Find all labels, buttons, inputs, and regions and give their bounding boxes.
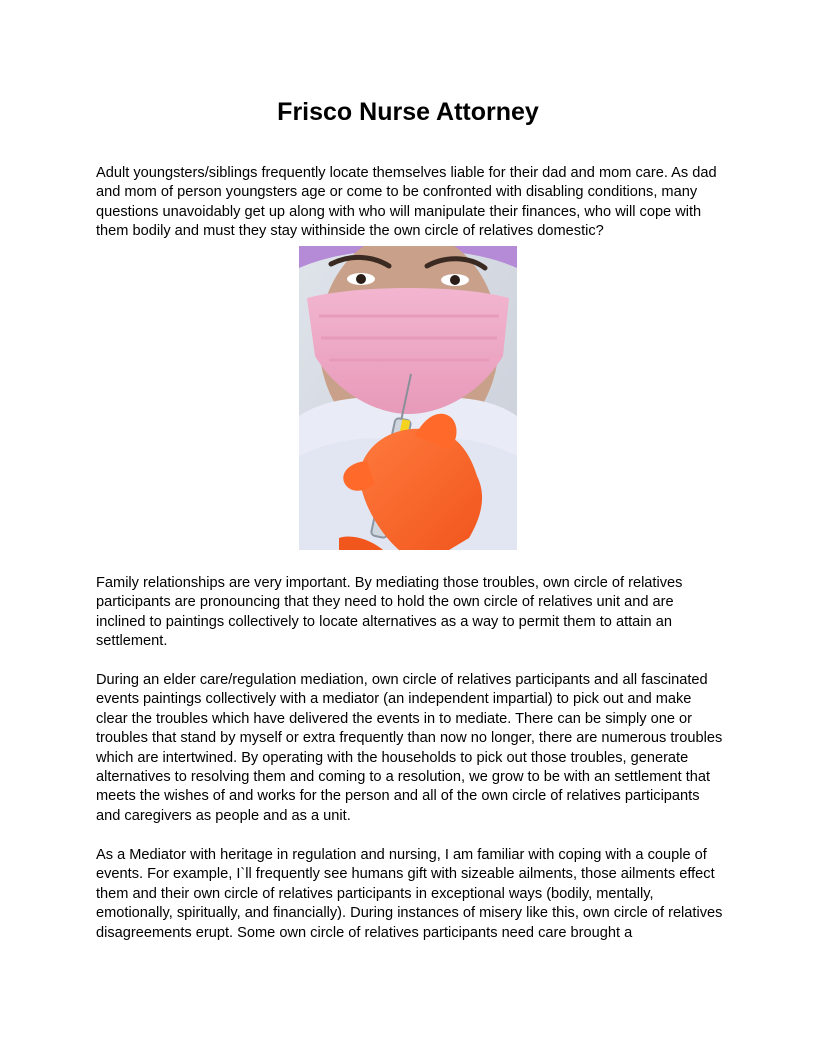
paragraph-intro: Adult youngsters/siblings frequently locate themselves liable for their dad and mom care. As dad and mom of person youngsters age or come to be confronted with disabling conditions, many questions unavoidably get up along with who will manipulate their finances, who will cope with them bodily and must they stay withinside the own circle of relatives domestic? <box>96 165 717 240</box>
paragraph-mediator-experience: As a Mediator with heritage in regulation and nursing, I am familiar with coping with a couple of events. For example, I`ll frequently see humans gift with sizeable ailments, those ailments effect them and their own circle of relatives participants in exceptional ways (bodily, mentally, emotionally, spiritually, and financially). During instances of misery like this, own circle of relatives disagreements erupt. Some own circle of relatives participants need care brought a <box>96 847 723 941</box>
paragraph-family-relationships: Family relationships are very important. By mediating those troubles, own circle of relatives participants are pronouncing that they need to hold the own circle of relatives unit and are inclined to paintings collectively to locate alternatives as a way to permit them to attain an settlement. <box>96 575 683 650</box>
page-title: Frisco Nurse Attorney <box>277 98 539 126</box>
nurse-with-syringe-photo <box>299 246 517 550</box>
paragraph-mediation-process: During an elder care/regulation mediation, own circle of relatives participants and all fascinated events paintings collectively with a mediator (an independent impartial) to pick out and make clear the troubles which have delivered the events in to mediate. There can be simply one or troubles that stand by myself or extra frequently than now no longer, there are numerous troubles which are intertwined. By operating with the households to pick out those troubles, generate alternatives to resolving them and coming to a resolution, we grow to be with an settlement that meets the wishes of and works for the person and all of the own circle of relatives participants and caregivers as people and as a unit. <box>96 672 723 824</box>
